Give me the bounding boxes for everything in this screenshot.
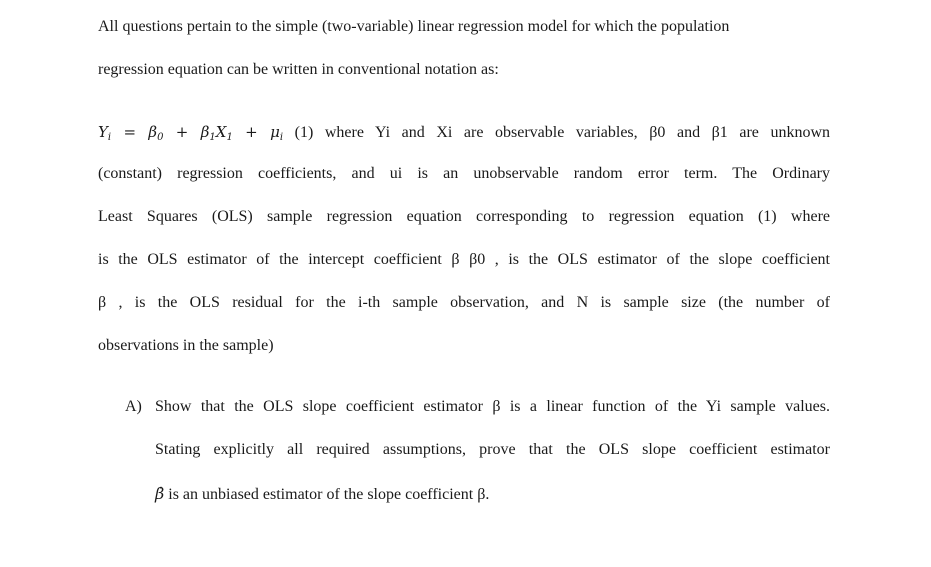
equation-line	[98, 122, 830, 143]
body-line-8: observations in the sample)	[98, 337, 274, 354]
body-line-4: (constant) regression coefficients, and ui is an unobservable random error term. The Ordinary	[98, 165, 830, 182]
body-line-6: is the OLS estimator of the intercept coefficient β β0 , is the OLS estimator of the slope coefficient	[98, 251, 830, 268]
body-line-7: β , is the OLS residual for the i-th sample observation, and N is sample size (the number of	[98, 294, 830, 311]
intro-line-1: All questions pertain to the simple (two-variable) linear regression model for which the population	[98, 18, 730, 35]
intro-line-2: regression equation can be written in conventional notation as:	[98, 61, 499, 78]
question-a-line-3	[155, 484, 830, 505]
eq-x-sub: 1	[226, 132, 233, 143]
question-a-line-2: Stating explicitly all required assumptions, prove that the OLS slope coefficient estimator	[155, 441, 830, 458]
eq-y-sub: i	[107, 132, 112, 143]
eq-equals: =	[111, 123, 149, 141]
eq-beta0-sub: 0	[157, 132, 164, 143]
beta-hat-symbol: β̇	[155, 484, 165, 503]
eq-plus-2: +	[232, 123, 271, 141]
body-line-5: Least Squares (OLS) sample regression equation corresponding to regression equation (1) where	[98, 208, 830, 225]
question-a-line-1: Show that the OLS slope coefficient estimator β is a linear function of the Yi sample values.	[155, 398, 830, 415]
eq-x: X	[215, 123, 227, 141]
eq-beta1-sub: 1	[209, 132, 216, 143]
eq-mu: μ	[270, 123, 280, 141]
regression-equation	[98, 123, 283, 141]
eq-plus-1: +	[163, 123, 201, 141]
question-a-line-3-tail: is an unbiased estimator of the slope coefficient β.	[164, 486, 490, 503]
eq-y: Y	[98, 123, 108, 141]
eq-beta0: β	[148, 123, 158, 141]
eq-beta1: β	[200, 123, 210, 141]
equation-line-tail: (1) where Yi and Xi are observable variables, β0 and β1 are unknown	[283, 124, 831, 141]
question-a-marker: A)	[125, 398, 142, 415]
eq-mu-sub: i	[279, 132, 284, 143]
